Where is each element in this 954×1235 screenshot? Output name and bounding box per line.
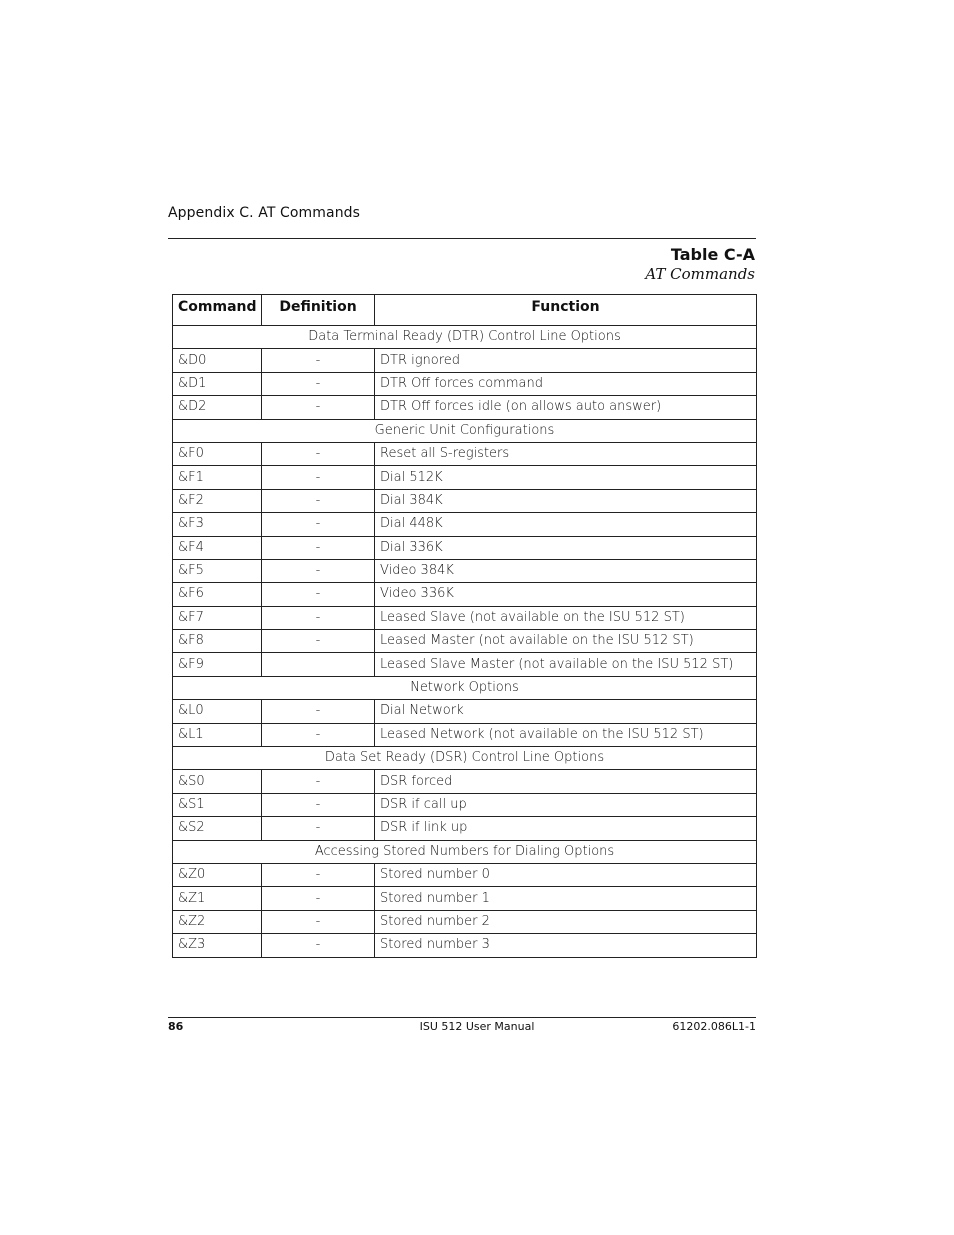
table-body	[173, 326, 757, 958]
definition-cell: -	[262, 723, 375, 746]
definition-cell: -	[262, 700, 375, 723]
table-row	[173, 559, 757, 582]
header-rule	[168, 238, 756, 239]
command-cell: &F2	[173, 489, 262, 512]
command-cell: &D0	[173, 349, 262, 372]
section-row	[173, 326, 757, 349]
function-cell: Stored number 0	[375, 863, 757, 886]
command-cell: &F6	[173, 583, 262, 606]
definition-cell: -	[262, 349, 375, 372]
section-title: Accessing Stored Numbers for Dialing Options	[173, 840, 757, 863]
section-row	[173, 419, 757, 442]
command-cell: &F1	[173, 466, 262, 489]
command-cell: &S2	[173, 817, 262, 840]
function-cell: Reset all S-registers	[375, 442, 757, 465]
definition-cell: -	[262, 817, 375, 840]
table-row	[173, 466, 757, 489]
command-cell: &F0	[173, 442, 262, 465]
definition-cell: -	[262, 793, 375, 816]
definition-cell: -	[262, 770, 375, 793]
function-cell: Dial 448K	[375, 513, 757, 536]
definition-cell: -	[262, 442, 375, 465]
command-cell: &F4	[173, 536, 262, 559]
column-header-function: Function	[375, 295, 757, 326]
part-number: 61202.086L1-1	[672, 1020, 756, 1033]
function-cell: Video 384K	[375, 559, 757, 582]
table-header-row	[173, 295, 757, 326]
command-cell: &L0	[173, 700, 262, 723]
definition-cell: -	[262, 934, 375, 957]
command-cell: &F9	[173, 653, 262, 676]
command-cell: &F8	[173, 630, 262, 653]
section-title: Data Set Ready (DSR) Control Line Options	[173, 747, 757, 770]
definition-cell: -	[262, 559, 375, 582]
column-header-command: Command	[173, 295, 262, 326]
function-cell: DSR if link up	[375, 817, 757, 840]
command-cell: &Z0	[173, 863, 262, 886]
function-cell: Stored number 1	[375, 887, 757, 910]
function-cell: DTR Off forces idle (on allows auto answer)	[375, 396, 757, 419]
definition-cell: -	[262, 910, 375, 933]
table-row	[173, 583, 757, 606]
section-row	[173, 676, 757, 699]
function-cell: Dial 336K	[375, 536, 757, 559]
table-row	[173, 349, 757, 372]
function-cell: DTR ignored	[375, 349, 757, 372]
table-row	[173, 653, 757, 676]
manual-title: ISU 512 User Manual	[419, 1020, 535, 1033]
table-row	[173, 723, 757, 746]
table-row	[173, 489, 757, 512]
definition-cell: -	[262, 630, 375, 653]
function-cell: Leased Slave (not available on the ISU 512 ST)	[375, 606, 757, 629]
function-cell: Dial 384K	[375, 489, 757, 512]
function-cell: DTR Off forces command	[375, 372, 757, 395]
at-commands-table	[172, 294, 757, 958]
command-cell: &F7	[173, 606, 262, 629]
function-cell: DSR forced	[375, 770, 757, 793]
section-title: Data Terminal Ready (DTR) Control Line Options	[173, 326, 757, 349]
definition-cell: -	[262, 396, 375, 419]
definition-cell: -	[262, 863, 375, 886]
command-cell: &D2	[173, 396, 262, 419]
table-row	[173, 630, 757, 653]
function-cell: Video 336K	[375, 583, 757, 606]
definition-cell: -	[262, 606, 375, 629]
table-row	[173, 770, 757, 793]
definition-cell: -	[262, 372, 375, 395]
table-row	[173, 606, 757, 629]
definition-cell	[262, 653, 375, 676]
command-cell: &S1	[173, 793, 262, 816]
definition-cell: -	[262, 513, 375, 536]
function-cell: Stored number 2	[375, 910, 757, 933]
function-cell: Leased Network (not available on the ISU 512 ST)	[375, 723, 757, 746]
table-row	[173, 910, 757, 933]
function-cell: Dial 512K	[375, 466, 757, 489]
command-cell: &Z1	[173, 887, 262, 910]
table-row	[173, 887, 757, 910]
footer-rule	[168, 1017, 756, 1018]
function-cell: Leased Slave Master (not available on the ISU 512 ST)	[375, 653, 757, 676]
running-header: Appendix C. AT Commands	[168, 205, 361, 221]
definition-cell: -	[262, 583, 375, 606]
table-row	[173, 536, 757, 559]
table-row	[173, 793, 757, 816]
table-row	[173, 934, 757, 957]
table-row	[173, 817, 757, 840]
function-cell: Leased Master (not available on the ISU 512 ST)	[375, 630, 757, 653]
definition-cell: -	[262, 887, 375, 910]
function-cell: Stored number 3	[375, 934, 757, 957]
section-title: Generic Unit Configurations	[173, 419, 757, 442]
section-title: Network Options	[173, 676, 757, 699]
command-cell: &F5	[173, 559, 262, 582]
section-row	[173, 840, 757, 863]
definition-cell: -	[262, 536, 375, 559]
command-cell: &L1	[173, 723, 262, 746]
function-cell: DSR if call up	[375, 793, 757, 816]
command-cell: &F3	[173, 513, 262, 536]
command-cell: &S0	[173, 770, 262, 793]
section-row	[173, 747, 757, 770]
page-number: 86	[168, 1020, 184, 1033]
table-row	[173, 396, 757, 419]
definition-cell: -	[262, 489, 375, 512]
table-row	[173, 372, 757, 395]
table-row	[173, 700, 757, 723]
table-row	[173, 863, 757, 886]
column-header-definition: Definition	[262, 295, 375, 326]
table-caption-title: AT Commands	[645, 265, 755, 283]
command-cell: &D1	[173, 372, 262, 395]
command-cell: &Z2	[173, 910, 262, 933]
function-cell: Dial Network	[375, 700, 757, 723]
table-row	[173, 513, 757, 536]
table-caption-label: Table C-A	[670, 245, 755, 264]
command-cell: &Z3	[173, 934, 262, 957]
definition-cell: -	[262, 466, 375, 489]
table-row	[173, 442, 757, 465]
